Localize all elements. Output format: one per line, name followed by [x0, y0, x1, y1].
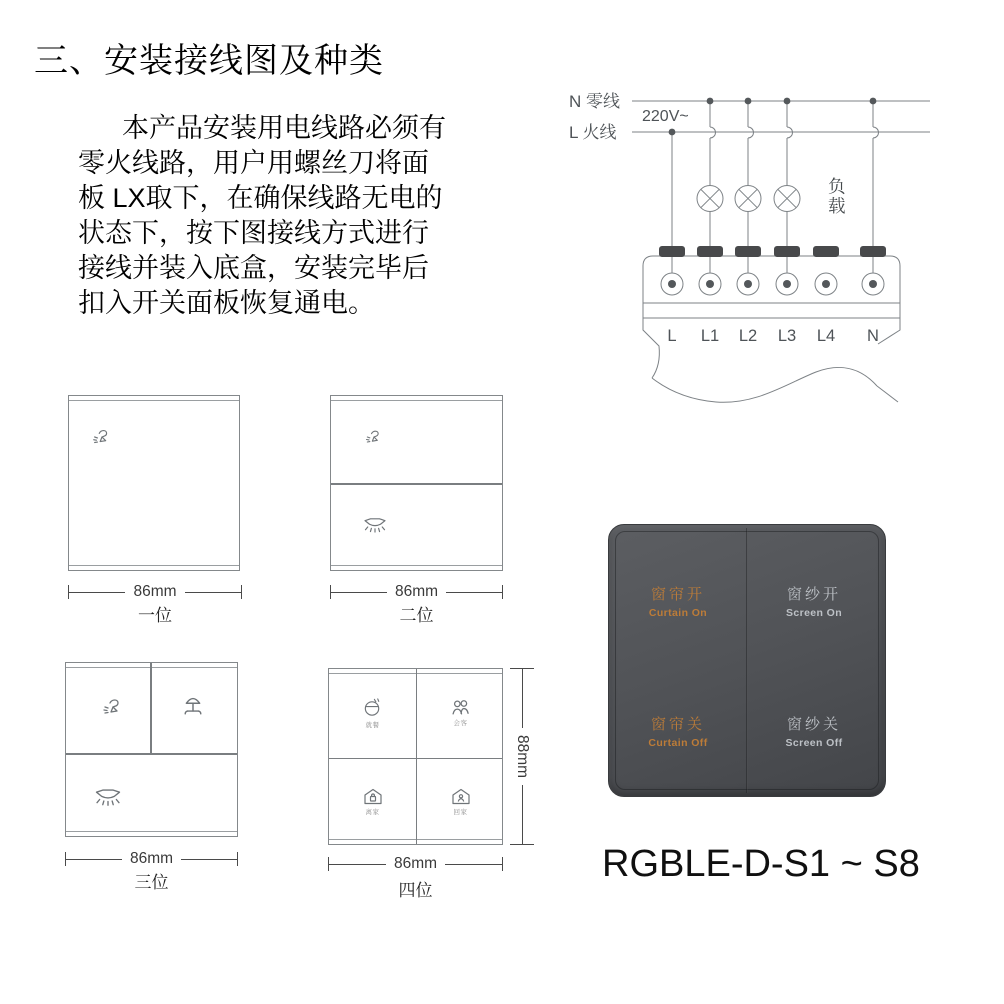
- dimension-value: 86mm: [394, 583, 439, 600]
- key-curtain-off: [613, 713, 743, 749]
- wiring-diagram: [555, 78, 940, 408]
- rocker-divider: [66, 753, 237, 755]
- key-screen-on: [749, 583, 879, 619]
- table-lamp-icon: [183, 692, 203, 719]
- lamp-branch-wires: [710, 101, 793, 247]
- dimension-value: 86mm: [133, 583, 177, 600]
- dimension-value: 86mm: [129, 850, 174, 867]
- scene-label: 会客: [453, 720, 468, 727]
- gang-label-4: 四位: [398, 881, 433, 900]
- terminal-labels: [667, 327, 879, 345]
- intro-line: 接线并装入底盒，安装完毕后: [78, 253, 429, 283]
- scene-label: 回家: [453, 808, 468, 816]
- key-label-zh: 窗帘关: [650, 716, 705, 733]
- intro-line: 扣入开关面板恢复通电。: [78, 288, 375, 318]
- panel-bevel-line: [331, 565, 502, 566]
- width-dimension-3gang: [65, 850, 238, 868]
- gang-label-1: 一位: [138, 606, 172, 625]
- panel-drawing-3gang: [65, 662, 238, 837]
- downlight-icon: [93, 788, 123, 811]
- downlight-icon: [362, 517, 388, 537]
- height-dimension-4gang: [509, 668, 535, 845]
- intro-line: 零火线路，用户用螺丝刀将面: [78, 148, 429, 178]
- scene-label: 离家: [365, 808, 380, 816]
- panel-bevel-line: [69, 400, 239, 401]
- width-dimension-4gang: [328, 855, 503, 873]
- intro-paragraph: [78, 111, 478, 321]
- svg-text:N: N: [867, 327, 879, 345]
- panel-bevel-line: [331, 400, 502, 401]
- gang-label-3: 三位: [134, 873, 169, 892]
- svg-text:L1: L1: [700, 327, 720, 345]
- scene-key-home: [417, 758, 504, 845]
- home-house-icon: [452, 788, 470, 805]
- panel-drawing-2gang: [330, 395, 503, 571]
- accent-light-icon: [91, 426, 113, 448]
- dimension-value: 88mm: [514, 734, 531, 779]
- key-label-zh: 窗帘开: [650, 586, 705, 603]
- svg-text:L2: L2: [738, 327, 758, 345]
- rocker-divider: [150, 663, 152, 753]
- key-curtain-on: [613, 583, 743, 619]
- dimension-value: 86mm: [393, 855, 438, 872]
- panel-bevel-line: [66, 831, 237, 832]
- voltage-label: 220V~: [642, 108, 689, 125]
- svg-text:L4: L4: [816, 327, 836, 345]
- panel-bevel-line: [69, 565, 239, 566]
- scene-key-away: [329, 758, 416, 845]
- key-label-en: Curtain On: [648, 607, 708, 619]
- key-screen-off: [749, 713, 879, 749]
- page-title: 三、安装接线图及种类: [34, 42, 384, 80]
- away-house-icon: [364, 788, 382, 805]
- key-label-zh: 窗纱开: [786, 586, 841, 603]
- guests-icon: [451, 699, 470, 716]
- scene-label: 就餐: [365, 722, 380, 729]
- width-dimension-2gang: [330, 583, 503, 601]
- scene-key-dining: [329, 669, 416, 757]
- product-switch-photo: [608, 524, 886, 797]
- accent-light-icon: [101, 695, 125, 719]
- svg-text:L3: L3: [777, 327, 797, 345]
- intro-line: 状态下，按下图接线方式进行: [78, 218, 429, 248]
- gang-label-2: 二位: [399, 606, 434, 625]
- width-dimension-1gang: [68, 583, 242, 601]
- panel-bevel-line: [66, 667, 237, 668]
- live-line-label: L 火线: [569, 123, 617, 142]
- neutral-line-label: N 零线: [569, 92, 620, 111]
- rocker-divider: [331, 483, 502, 485]
- key-label-en: Screen On: [785, 607, 843, 619]
- intro-line: 本产品安装用电线路必须有: [122, 113, 446, 143]
- svg-text:L: L: [667, 327, 677, 345]
- switch-rocker-divider: [746, 528, 748, 793]
- wire-clamps: [659, 246, 886, 257]
- key-label-zh: 窗纱关: [786, 716, 841, 733]
- product-model-number: RGBLE-D-S1 ~ S8: [602, 843, 920, 885]
- key-label-en: Curtain Off: [648, 737, 708, 749]
- panel-drawing-1gang: [68, 395, 240, 571]
- lamp-load-icons: [697, 186, 800, 212]
- load-label: 负载: [826, 177, 847, 216]
- terminal-screws: [661, 273, 884, 295]
- key-label-en: Screen Off: [785, 737, 843, 749]
- dining-bowl-icon: [362, 697, 383, 718]
- accent-light-icon: [364, 427, 384, 447]
- scene-key-guests: [417, 669, 504, 757]
- neutral-return-wire: [873, 101, 879, 247]
- panel-drawing-4gang: [328, 668, 503, 845]
- intro-line: 板 LX取下，在确保线路无电的: [78, 183, 443, 213]
- terminal-stub-wires: [672, 257, 873, 273]
